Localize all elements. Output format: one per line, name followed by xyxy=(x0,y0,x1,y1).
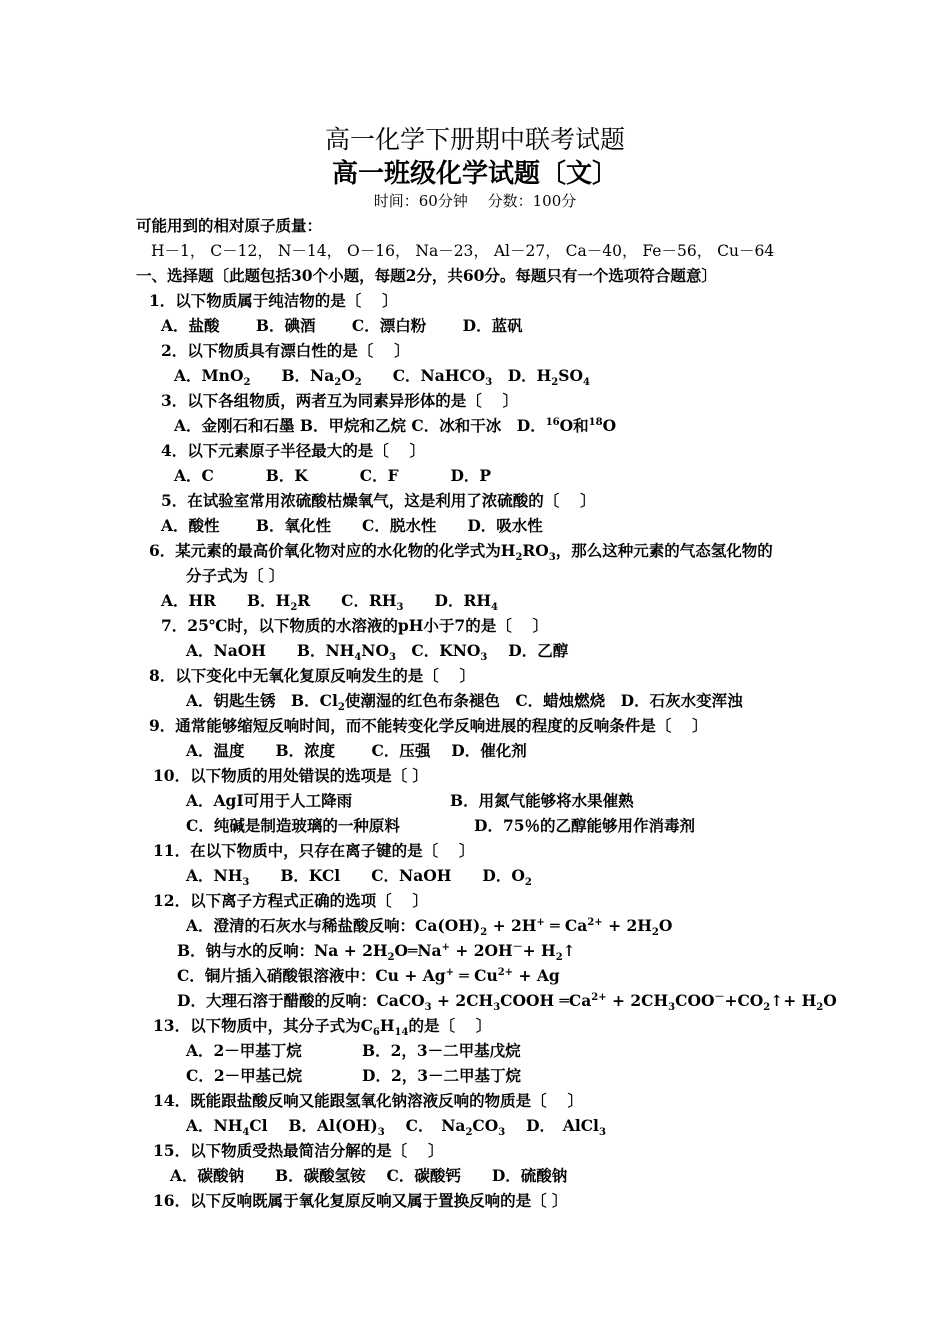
atomic-mass-label: 可能用到的相对原子质量： xyxy=(136,216,323,235)
question-10: 10．以下物质的用处错误的选项是〔 〕 xyxy=(153,766,428,785)
question-13-option-c: C．2－甲基己烷 xyxy=(186,1066,303,1085)
question-6: 6．某元素的最高价氧化物对应的水化物的化学式为$H_2RO_3$，那么这种元素的气态氢化物的 xyxy=(149,541,773,564)
question-5: 5．在试验室常用浓硫酸枯燥氧气，这是利用了浓硫酸的〔 〕 xyxy=(161,491,596,510)
question-2-options: A．MnO$_2$ B．$Na_2O_2$ C．NaHCO$_3$ D．$H_2SO_4$ xyxy=(174,366,590,389)
question-5-options: A．酸性 B．氧化性 C．脱水性 D．吸水性 xyxy=(161,516,543,535)
question-9-options: A．温度 B．浓度 C．压强 D．催化剂 xyxy=(186,741,527,760)
question-9: 9．通常能够缩短反响时间，而不能转变化学反响进展的程度的反响条件是〔 〕 xyxy=(149,716,708,735)
question-8: 8．以下变化中无氧化复原反响发生的是〔 〕 xyxy=(149,666,476,685)
question-7: 7．25℃时，以下物质的水溶液的pH小于7的是〔 〕 xyxy=(161,616,549,635)
question-7-options: A．NaOH B．$NH_4NO_3$ C．$KNO_3$ D．乙醇 xyxy=(186,641,569,664)
question-6-cont: 分子式为〔 〕 xyxy=(186,566,285,585)
question-4: 4．以下元素原子半径最大的是〔 〕 xyxy=(161,441,426,460)
question-6-options: A．HR B．$H_2R$ C．$RH_3$ D．$RH_4$ xyxy=(161,591,498,614)
question-2: 2．以下物质具有漂白性的是〔 〕 xyxy=(161,341,410,360)
question-12-option-c: C．铜片插入硝酸银溶液中：Cu + Ag+ ═ $Cu^{2+} + Ag$ xyxy=(177,966,560,985)
exam-subtitle: 高一班级化学试题〔文〕 xyxy=(331,159,618,189)
question-12-option-a: A．澄清的石灰水与稀盐酸反响：$Ca(OH)_2 + 2H^+$ ═ $Ca^{2+} + 2H_2O$ xyxy=(186,916,673,939)
question-14-options: A．$NH_4Cl$ B．$Al(OH)_3$ C． $Na_2CO_3$ D． AlCl$_3$ xyxy=(186,1116,606,1139)
question-13: 13．以下物质中，其分子式为$C_6H_{14}$的是〔 〕 xyxy=(153,1016,492,1039)
question-13-option-b: B．2，3－二甲基戊烷 xyxy=(362,1041,521,1060)
question-16: 16．以下反响既属于氧化复原反响又属于置换反响的是〔 〕 xyxy=(153,1191,568,1210)
question-3: 3．以下各组物质，两者互为同素异形体的是〔 〕 xyxy=(161,391,519,410)
question-13-option-d: D．2，3－二甲基丁烷 xyxy=(362,1066,522,1085)
question-13-option-a: A．2－甲基丁烷 xyxy=(186,1041,302,1060)
question-10-option-c: C．纯碱是制造玻璃的一种原料 xyxy=(186,816,400,835)
question-15-options: A．碳酸钠 B．碳酸氢铵 C．碳酸钙 D．硫酸钠 xyxy=(170,1166,568,1185)
question-8-options: A．钥匙生锈 B．$Cl_2$使潮湿的红色布条褪色 C．蜡烛燃烧 D．石灰水变浑浊 xyxy=(186,691,743,714)
question-10-option-a: A．AgI可用于人工降雨 xyxy=(186,791,353,810)
question-3-options: A．金刚石和石墨 B．甲烷和乙烷 C．冰和干冰 D．$^{16}$O和$^{18}$O xyxy=(174,416,617,435)
question-15: 15．以下物质受热最简洁分解的是〔 〕 xyxy=(153,1141,444,1160)
question-7-option-d: D．乙醇 xyxy=(508,641,569,660)
atomic-mass-values: H－1， C－12， N－14， O－16， Na－23， Al－27， Ca－40， Fe－56， Cu－64 xyxy=(151,242,775,260)
time-score: 时间：60分钟 分数：100分 xyxy=(373,192,577,210)
question-4-options: A．C B．K C．F D．P xyxy=(174,466,492,485)
exam-title: 高一化学下册期中联考试题 xyxy=(324,125,625,154)
question-1-options: A．盐酸 B．碘酒 C．漂白粉 D．蓝矾 xyxy=(161,316,523,335)
question-12-option-b: B．钠与水的反响：$Na + 2H_2O═Na^+ + 2OH^-+$ $H_2↑$ xyxy=(177,941,576,964)
question-10-option-d: D．75％的乙醇能够用作消毒剂 xyxy=(474,816,696,835)
question-11: 11．在以下物质中，只存在离子键的是〔 〕 xyxy=(153,841,475,860)
question-11-options: A．$NH_3$ B．KCl C．NaOH D．$O_2$ xyxy=(186,866,532,889)
question-14: 14．既能跟盐酸反响又能跟氢氧化钠溶液反响的物质是〔 〕 xyxy=(153,1091,583,1110)
question-1: 1．以下物质属于纯洁物的是〔 〕 xyxy=(149,291,398,310)
question-12: 12．以下离子方程式正确的选项〔 〕 xyxy=(153,891,428,910)
question-10-option-b: B．用氮气能够将水果催熟 xyxy=(450,791,634,810)
question-12-option-d: D．大理石溶于醋酸的反响：CaCO$_3$ + $2CH_3COOH$ $═Ca^{2+}$ + $2CH_3COO^-+CO_2↑+ H_2O$ xyxy=(177,991,837,1014)
section-heading: 一、选择题〔此题包括30个小题，每题2分，共60分。每题只有一个选项符合题意〕 xyxy=(136,266,717,285)
